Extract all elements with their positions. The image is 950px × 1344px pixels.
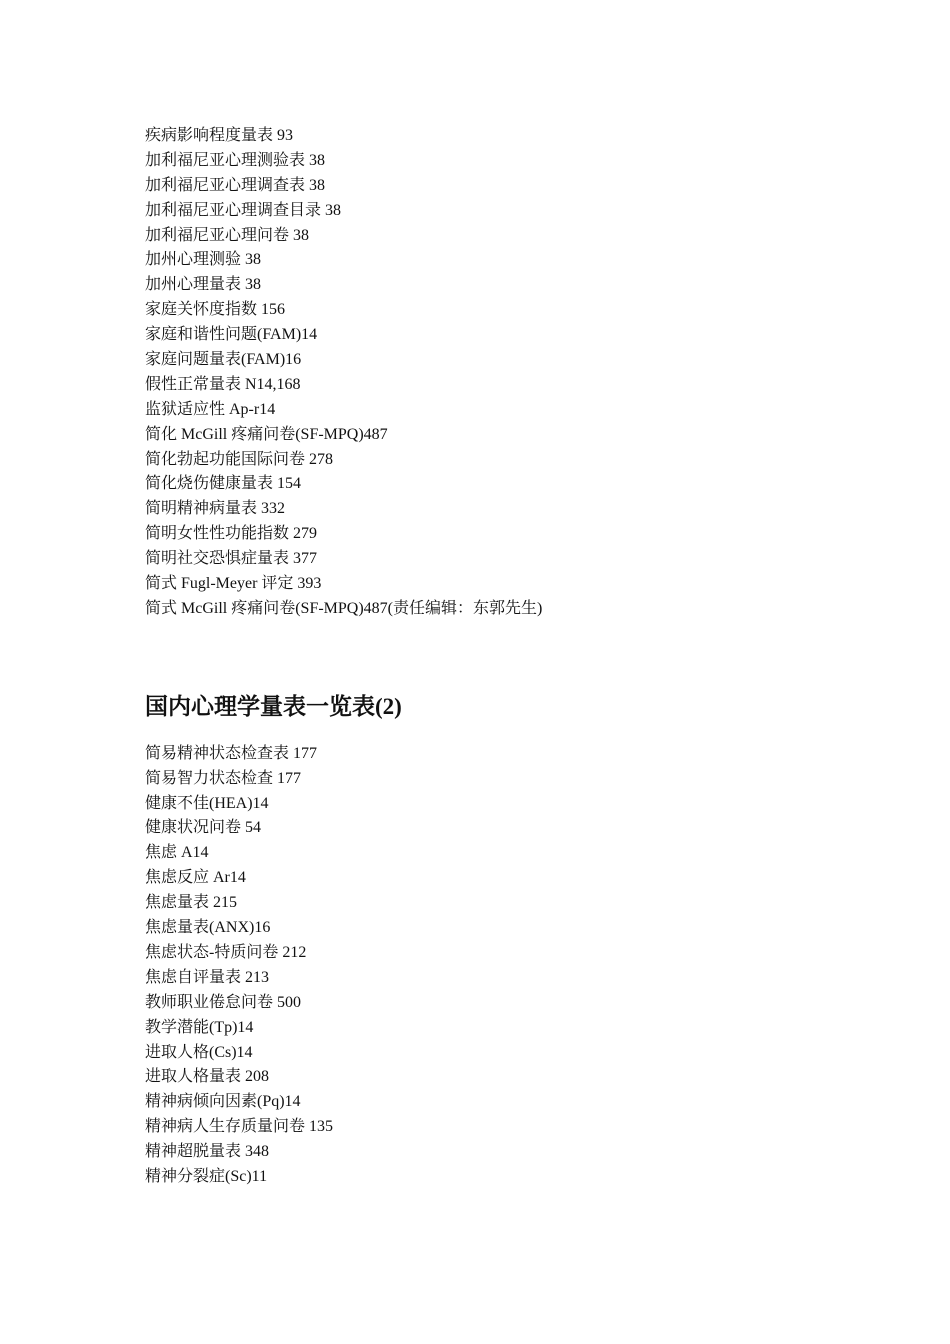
list-item: 焦虑 A14 — [145, 844, 209, 862]
list-item: 加州心理量表 38 — [145, 276, 262, 294]
list-item: 简化勃起功能国际问卷 278 — [145, 450, 334, 468]
document-page — [145, 124, 905, 1190]
list-item: 进取人格量表 208 — [145, 1068, 270, 1086]
list-item: 简易智力状态检查 177 — [145, 769, 302, 787]
list-item: 焦虑反应 Ar14 — [145, 869, 246, 887]
list-item: 精神病倾向因素(Pq)14 — [145, 1093, 301, 1111]
list-item: 家庭关怀度指数 156 — [145, 301, 286, 319]
list-item: 加利福尼亚心理调查表 38 — [145, 176, 326, 194]
list-item: 焦虑自评量表 213 — [145, 968, 270, 986]
list-item: 简式 Fugl-Meyer 评定 393 — [145, 575, 322, 593]
list-item: 监狱适应性 Ap-r14 — [145, 400, 276, 418]
list-item: 家庭问题量表(FAM)16 — [145, 351, 302, 369]
section-title: 国内心理学量表一览表(2) — [145, 693, 402, 719]
list-item: 假性正常量表 N14,168 — [145, 375, 301, 393]
list-item: 精神超脱量表 348 — [145, 1143, 270, 1161]
list-item: 精神分裂症(Sc)11 — [145, 1167, 268, 1185]
list-item: 简式 McGill 疼痛问卷(SF-MPQ)487(责任编辑：东郭先生) — [145, 599, 543, 617]
list-item: 教学潜能(Tp)14 — [145, 1018, 254, 1036]
list-item: 健康状况问卷 54 — [145, 819, 262, 837]
scale-list-1 — [145, 124, 905, 622]
list-item: 进取人格(Cs)14 — [145, 1043, 253, 1061]
list-item: 简明女性性功能指数 279 — [145, 525, 318, 543]
list-item: 加利福尼亚心理测验表 38 — [145, 151, 326, 169]
list-item: 健康不佳(HEA)14 — [145, 794, 269, 812]
list-item: 焦虑状态-特质问卷 212 — [145, 943, 307, 961]
list-item: 简化烧伤健康量表 154 — [145, 475, 302, 493]
list-item: 焦虑量表 215 — [145, 894, 238, 912]
scale-list-2 — [145, 742, 905, 1190]
list-item: 加利福尼亚心理调查目录 38 — [145, 201, 342, 219]
list-item: 加州心理测验 38 — [145, 251, 262, 269]
list-item: 简明社交恐惧症量表 377 — [145, 550, 318, 568]
list-item: 简化 McGill 疼痛问卷(SF-MPQ)487 — [145, 425, 388, 443]
list-item: 教师职业倦怠问卷 500 — [145, 993, 302, 1011]
section-spacer — [145, 622, 905, 692]
section-spacer — [145, 722, 905, 742]
list-item: 加利福尼亚心理问卷 38 — [145, 226, 310, 244]
list-item: 焦虑量表(ANX)16 — [145, 919, 271, 937]
list-item: 疾病影响程度量表 93 — [145, 127, 294, 144]
list-item: 精神病人生存质量问卷 135 — [145, 1118, 334, 1136]
list-item: 家庭和谐性问题(FAM)14 — [145, 326, 318, 344]
list-item: 简易精神状态检查表 177 — [145, 744, 318, 762]
list-item: 简明精神病量表 332 — [145, 500, 286, 518]
